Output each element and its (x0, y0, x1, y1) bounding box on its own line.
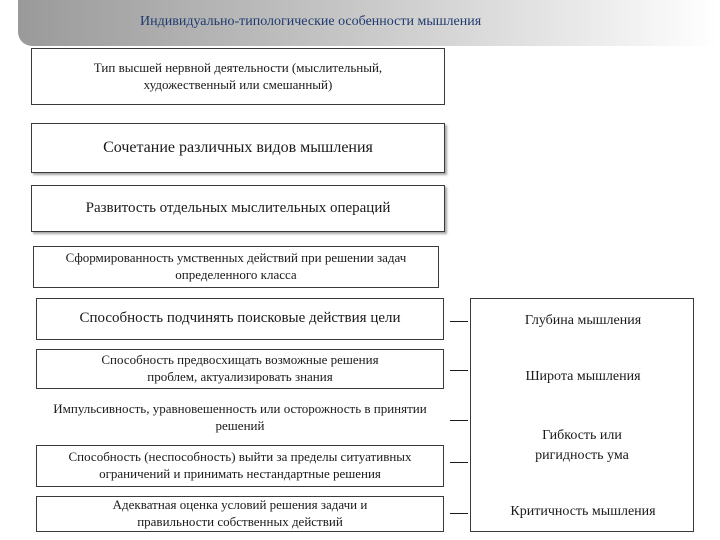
connector-dash (450, 462, 468, 463)
item-adequate-assessment (36, 496, 444, 532)
item-label: Развитость отдельных мыслительных операций (85, 199, 391, 216)
diagram-title: Индивидуально-типологические особенности мышления (140, 14, 482, 29)
item-label: Тип высшей нервной деятельности (мыслительный, художественный или смешанный) (93, 59, 383, 92)
item-label: Способность (неспособность) выйти за пределы ситуативных ограничений и принимать нестандартные решения (68, 449, 412, 481)
quality-criticality: Критичность мышления (510, 504, 656, 519)
quality-breadth: Широта мышления (525, 369, 641, 384)
item-goal-subordination (36, 298, 444, 340)
item-impulsivity (36, 398, 444, 438)
quality-depth: Глубина мышления (524, 313, 642, 328)
item-mental-actions (33, 246, 439, 288)
connector-dash (450, 370, 468, 371)
connector-dash (450, 513, 468, 514)
item-thinking-types-combination (31, 123, 445, 173)
item-label: Сочетание различных видов мышления (103, 138, 373, 156)
connector-dash (450, 420, 468, 421)
item-anticipation (36, 349, 444, 389)
item-label: Способность подчинять поисковые действия цели (79, 310, 401, 327)
item-label: Способность предвосхищать возможные решения проблем, актуализировать знания (101, 352, 379, 384)
connector-dash (450, 321, 468, 322)
item-nervous-activity-type (31, 48, 445, 105)
quality-flexibility: Гибкость или ригидность ума (535, 428, 629, 463)
thinking-qualities-panel (470, 298, 694, 532)
item-beyond-limitations (36, 445, 444, 487)
item-label: Импульсивность, уравновешенность или осторожность в принятии решений (53, 401, 427, 433)
item-mental-operations (31, 185, 445, 232)
item-label: Сформированность умственных действий при решении задач определенного класса (65, 250, 407, 282)
item-label: Адекватная оценка условий решения задачи и правильности собственных действий (112, 497, 368, 529)
